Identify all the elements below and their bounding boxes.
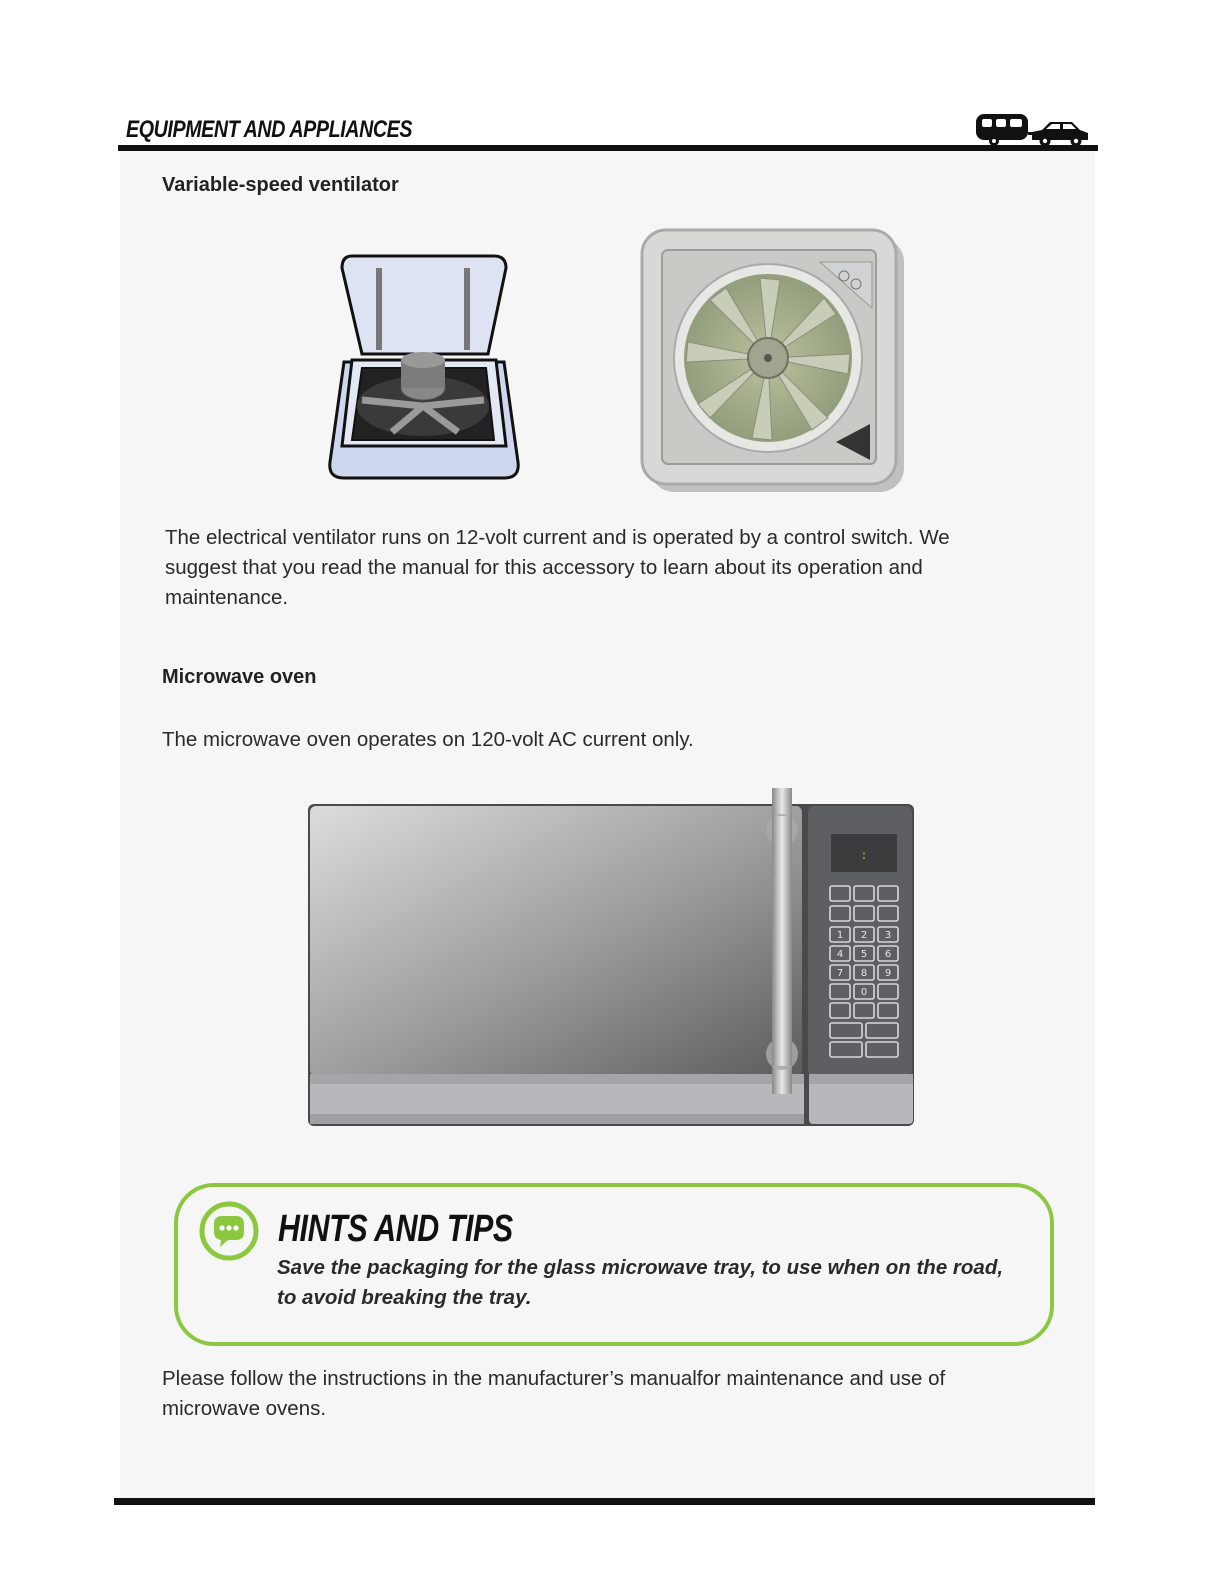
- keypad-key-7: 7: [836, 968, 844, 979]
- keypad-key-5: 5: [860, 949, 868, 960]
- keypad-key-6: 6: [884, 949, 892, 960]
- hints-and-tips-title: HINTS AND TIPS: [278, 1208, 513, 1250]
- keypad-key-0: 0: [860, 987, 868, 998]
- ceiling-fan-vent-photo: [640, 228, 910, 496]
- page-section-title: EQUIPMENT AND APPLIANCES: [126, 116, 413, 143]
- keypad-key-3: 3: [884, 930, 892, 941]
- microwave-intro: The microwave oven operates on 120-volt AC current only.: [162, 728, 694, 751]
- rv-trailer-and-car-icon: [974, 110, 1092, 150]
- microwave-heading: Microwave oven: [162, 666, 317, 688]
- ventilator-heading: Variable-speed ventilator: [162, 174, 399, 196]
- microwave-oven-illustration: [306, 788, 918, 1130]
- keypad-key-4: 4: [836, 949, 844, 960]
- keypad-key-9: 9: [884, 968, 892, 979]
- keypad-key-1: 1: [836, 930, 844, 941]
- closing-paragraph: Please follow the instructions in the manufacturer’s manualfor maintenance and use of microwave ovens.: [162, 1367, 946, 1420]
- hints-and-tips-text: Save the packaging for the glass microwave tray, to use when on the road, to avoid breaking the tray.: [277, 1256, 1004, 1309]
- footer-divider: [114, 1498, 1095, 1505]
- keypad-key-8: 8: [860, 968, 868, 979]
- microwave-display-text: :: [860, 848, 868, 862]
- keypad-key-2: 2: [860, 930, 868, 941]
- ventilator-description: The electrical ventilator runs on 12-volt current and is operated by a control switch. We suggest that you read the manual for this accessory to learn about its operation and maintenance.: [165, 526, 950, 609]
- chat-bubble-icon: [198, 1200, 260, 1262]
- roof-vent-open-lid-illustration: [322, 250, 526, 484]
